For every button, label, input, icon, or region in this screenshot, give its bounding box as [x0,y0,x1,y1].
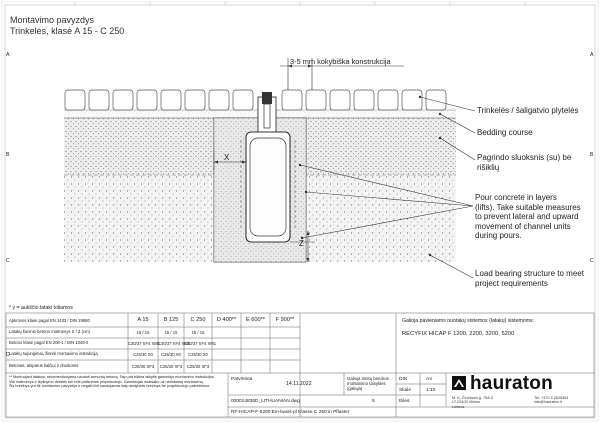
col-a15: A 15 [137,317,149,323]
row3-a15: C25/30 X0 [133,352,153,357]
table-header-label: Apkrovos klasė pagal EN 1433 / DIN 19580 [9,318,90,323]
scale-label: Skalė [399,388,411,393]
title-line-1: Montavimo pavyzdys [10,15,95,25]
col-e600: E 600** [246,317,265,323]
row4-b125: C25/30 XF3 [159,364,183,369]
drawing-number: 000014836D_LITHUANIAN.dwg [231,399,300,404]
product-heading: Galioja pavieniams nuotakų sistemos (latakų) sistemoms: [402,318,535,324]
product-name: RECYFIX HICAP F 1200, 2200, 3200, 5200 [402,331,515,337]
row2-b125: C30/37 XF4 XM1 [158,341,191,346]
dim-z-label: Z [299,239,304,248]
row4-c250: C25/30 XF3 [186,364,210,369]
callout-sub-base: Pagrindo sluoksnis (su) be rišiklių [477,153,572,172]
company-phone: Tel. +370 5 2626364 [534,396,569,400]
row2-c250: C30/37 XF4 XM1 [184,341,217,346]
validity-note: Galioja mūsų bendros montavimo taisyklės (galioja) [347,376,389,391]
pavers-right [282,90,446,110]
col-c250: C 250 [190,317,206,323]
row1-c250: 15 / 15 [191,330,205,335]
company-email: info@hauraton.lt [534,400,562,405]
tolerance-label: 3-5 mm kokybiška konstrukcija [290,57,391,66]
grid-letter-c: C [6,258,10,264]
approval-date: 14.11.2022 [286,381,312,387]
callout-bedding: Bedding course [477,128,533,137]
page-number: 5 [372,399,375,404]
row-label-3: Latakų sujungimai, žiūrėti montavimo instrukciją [9,351,98,356]
row3-b125: C25/30 X0 [161,352,181,357]
dwg-label: Eilės [399,399,410,404]
pavers-left [65,90,253,110]
din-value: A4 [426,377,432,382]
callout-pour-concrete: Pour concrete in layers (lifts). Take suitable measures to prevent lateral and upward movement of channel units during pours. [475,193,581,240]
row3-c250: C25/30 X0 [188,352,208,357]
col-d400: D 400** [216,317,237,323]
footnote: * y = aukščio lataki toliamos [9,305,73,311]
din-label: DIN [399,377,408,382]
row4-a15: C25/30 XF3 [131,364,155,369]
company-address: M. K. Čiurlionio g. 75A-3 LT-03100 Vilnius Lietuva [452,396,494,409]
grid-letter-a-right: A [590,52,594,58]
col-b125: B 125 [163,317,179,323]
dim-x-label: X [224,153,230,162]
title-line-2: Trinkelės, klasė A 15 - C 250 [10,26,125,36]
company-contact [534,396,569,405]
callout-pavers: Trinkelės / šaligatvio plytelės [477,106,579,115]
callout-load-bearing: Load bearing structure to meet project requirements [475,269,584,288]
grid-letter-d: D [6,352,10,358]
row-label-1: Latakų šoninio betono matmenys X / Z (cm) [9,329,90,334]
notes-block: ** Montuojant latakus, rekomenduojama naudoti armuotą betoną. Taip pat būtina laikytis gamintojo montavimo instrukcijos. Visi matmenys ir išpildymo detalės turi būti patikrintos projektuotojo. Gamintojas neatsako už netinkamą montavimą. Šis brėžinys yra tik montavimo pavyzdys ir negali būti naudojamas kaip statybinis brėžinys be projektuotojo patvirtinimo. [9,375,215,389]
grid-letter-b: B [6,152,10,158]
grid-letter-b-right: B [590,152,594,158]
hauraton-logo-mark [452,376,466,390]
row-label-4: Betonas, atsparus šalčiui ir druskoms [9,363,79,368]
row1-a15: 15 / 15 [136,330,150,335]
row2-a15: C30/37 XF4 XM1 [128,341,161,346]
grid-letter-a: A [6,52,10,58]
drawing-description: RF-HICAP-F-5200 Ein-basis-pl Klasse C 250 in Pflaster [231,410,350,415]
scale-value: 1:10 [426,388,436,393]
row-label-2: Betono klasė pagal EN 206-1 / DIN 1045-2 [9,340,89,345]
grid-letter-c-right: C [590,258,594,264]
approval-label: Patvirtinta [231,377,253,382]
col-f900: F 900** [275,317,295,323]
row1-b125: 15 / 15 [164,330,178,335]
company-logo-text: hauraton [470,373,553,394]
